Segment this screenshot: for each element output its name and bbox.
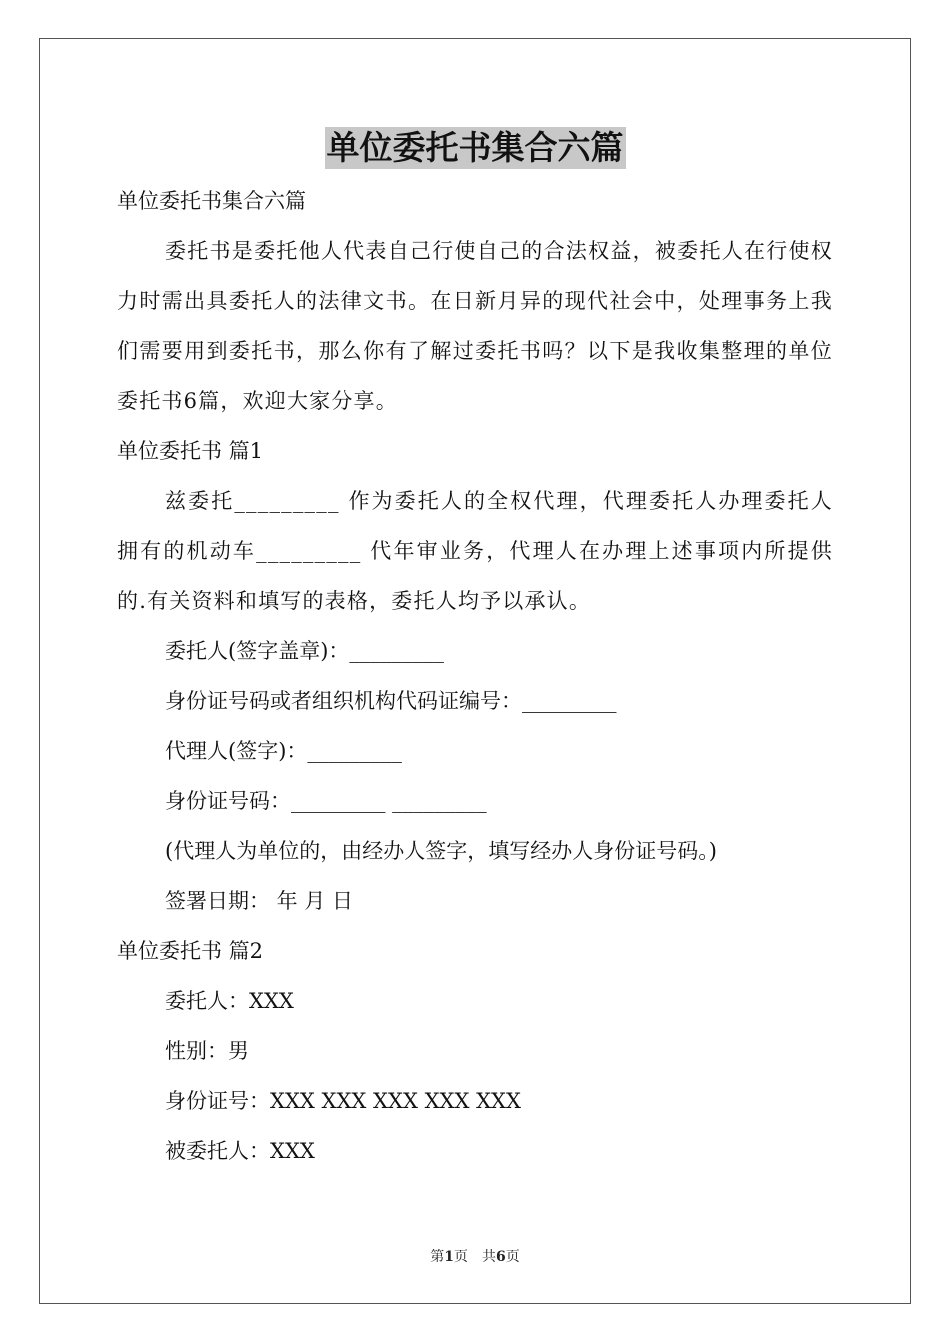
page-current: 1 — [444, 1249, 454, 1265]
id-number-line: 身份证号码：_________ _________ — [165, 789, 487, 813]
total-suffix: 页 — [505, 1249, 520, 1265]
page-total: 6 — [496, 1249, 506, 1265]
id-or-org-code-line: 身份证号码或者组织机构代码证编号：_________ — [165, 689, 617, 713]
document-body — [117, 176, 833, 1176]
section2-client: 委托人：XXX — [165, 989, 294, 1013]
document-subtitle: 单位委托书集合六篇 — [117, 189, 306, 213]
section2-gender: 性别：男 — [165, 1039, 249, 1063]
sign-date-line: 签署日期： 年 月 日 — [165, 889, 354, 913]
document-title: 单位委托书集合六篇 — [326, 128, 624, 167]
section2-heading: 单位委托书 篇2 — [117, 939, 264, 963]
section1-heading: 单位委托书 篇1 — [117, 439, 264, 463]
agent-note: (代理人为单位的，由经办人签字，填写经办人身份证号码。) — [165, 839, 717, 863]
client-signature-line: 委托人(签字盖章)：_________ — [165, 639, 444, 663]
total-prefix: 共 — [482, 1249, 496, 1265]
section2-trustee: 被委托人：XXX — [165, 1139, 315, 1163]
page-suffix: 页 — [454, 1249, 468, 1265]
section1-body: 兹委托_________ 作为委托人的全权代理，代理委托人办理委托人拥有的机动车_________ 代年审业务，代理人在办理上述事项内所提供的.有关资料和填写的表格，委托人均予以承认。 — [117, 489, 833, 613]
title-wrap — [0, 127, 950, 169]
section2-id: 身份证号：XXX XXX XXX XXX XXX — [165, 1089, 521, 1113]
agent-signature-line: 代理人(签字)：_________ — [165, 739, 402, 763]
intro-paragraph: 委托书是委托他人代表自己行使自己的合法权益，被委托人在行使权力时需出具委托人的法律文书。在日新月异的现代社会中，处理事务上我们需要用到委托书，那么你有了解过委托书吗？以下是我收集整理的单位委托书6篇，欢迎大家分享。 — [117, 239, 833, 413]
page-prefix: 第 — [430, 1249, 445, 1265]
page-footer — [0, 1247, 950, 1267]
